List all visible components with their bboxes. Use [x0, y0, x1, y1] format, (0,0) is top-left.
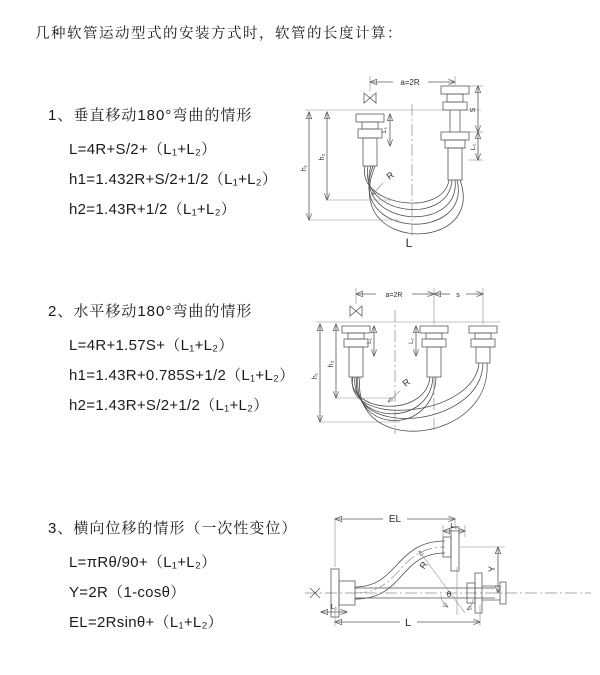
dim-l [335, 605, 480, 629]
radius-label: R [400, 376, 412, 389]
section-3 [48, 517, 297, 638]
dim-h1-label: h₁ [312, 372, 319, 380]
radius-callout [418, 551, 465, 613]
dim-l2-label: L₂ [409, 338, 415, 344]
valve-icon [364, 93, 376, 103]
diagram-vertical-180-bend [295, 68, 575, 258]
dim-a2r [370, 76, 455, 91]
dim-s-label: s [456, 292, 460, 299]
displaced-hose-s-curve [355, 541, 445, 599]
radius-callout [372, 169, 396, 195]
dim-l1-label: L₁ [330, 604, 338, 611]
braided-section [427, 347, 441, 377]
braided-section [448, 148, 462, 180]
section-3-heading: 3、横向位移的情形（一次性变位） [48, 520, 298, 537]
dim-el-label: EL [388, 514, 402, 525]
section-1-formula-L: L=4R+S/2+（L₁+L₂） [69, 141, 217, 158]
dim-a2r [356, 292, 434, 299]
theta-angle [441, 567, 473, 615]
section-3-formula-Y: Y=2R（1-cosθ） [69, 584, 186, 601]
left-hose-fitting [356, 114, 384, 166]
section-3-formula-EL: EL=2Rsinθ+（L₁+L₂） [69, 614, 223, 631]
radius-label: R [384, 169, 396, 182]
length-label: L [405, 236, 413, 250]
dim-h2-label: h₂ [319, 153, 326, 161]
diagram-horizontal-180-bend [308, 282, 593, 447]
dim-a2r-label: a=2R [400, 78, 420, 87]
dim-s [469, 86, 483, 160]
page-title: 几种软管运动型式的安装方式时，软管的长度计算： [35, 26, 403, 42]
valve-icon [350, 306, 362, 316]
dim-l1-label: L₁ [367, 338, 373, 344]
theta-label: θ [446, 590, 452, 599]
section-2-formula-L: L=4R+1.57S+（L₁+L₂） [69, 337, 234, 354]
dim-h2-label: h₂ [328, 360, 335, 368]
dim-h1-label: h₁ [301, 164, 308, 172]
dim-l2-label: L₂ [450, 523, 458, 530]
dim-l2-label: L₂ [470, 143, 477, 151]
dim-s-label: S [470, 107, 477, 113]
dim-l2 [409, 326, 416, 356]
dim-el [335, 514, 455, 567]
dim-h2 [319, 112, 393, 200]
dim-l1-label: L₁ [381, 127, 388, 133]
section-2-formula-h1: h1=1.43R+0.785S+1/2（L₁+L₂） [69, 367, 295, 384]
dim-y-label: Y [487, 565, 497, 573]
dim-h2 [328, 324, 396, 398]
braided-section [349, 347, 363, 377]
right-hose-fitting [441, 86, 469, 180]
section-1-formula-h1: h1=1.432R+S/2+1/2（L₁+L₂） [69, 171, 278, 188]
dim-l1 [381, 114, 390, 146]
section-2 [48, 300, 295, 421]
section-3-formula-L: L=πRθ/90+（L₁+L₂） [69, 554, 217, 571]
braided-section [476, 347, 490, 363]
section-2-formula-h2: h2=1.43R+S/2+1/2（L₁+L₂） [69, 397, 269, 414]
radius-label: R [417, 559, 430, 571]
dim-l2 [443, 523, 465, 537]
dim-a2r-label: a=2R [385, 292, 403, 299]
section-1-heading: 1、垂直移动180°弯曲的情形 [48, 107, 253, 124]
upper-right-flange-fitting [443, 527, 459, 571]
braided-section [363, 138, 377, 166]
right-hose-fitting [469, 326, 497, 363]
dim-s [434, 292, 483, 299]
dim-l1 [367, 326, 374, 356]
left-hose-fitting [342, 326, 370, 377]
dim-l-label: L [404, 617, 412, 629]
section-1 [48, 104, 277, 225]
diagram-lateral-displacement [295, 505, 600, 650]
section-1-formula-h2: h2=1.43R+1/2（L₁+L₂） [69, 201, 237, 218]
section-2-heading: 2、水平移动180°弯曲的情形 [48, 303, 253, 320]
middle-hose-fitting [420, 326, 448, 377]
hose-u-curves [352, 363, 487, 431]
